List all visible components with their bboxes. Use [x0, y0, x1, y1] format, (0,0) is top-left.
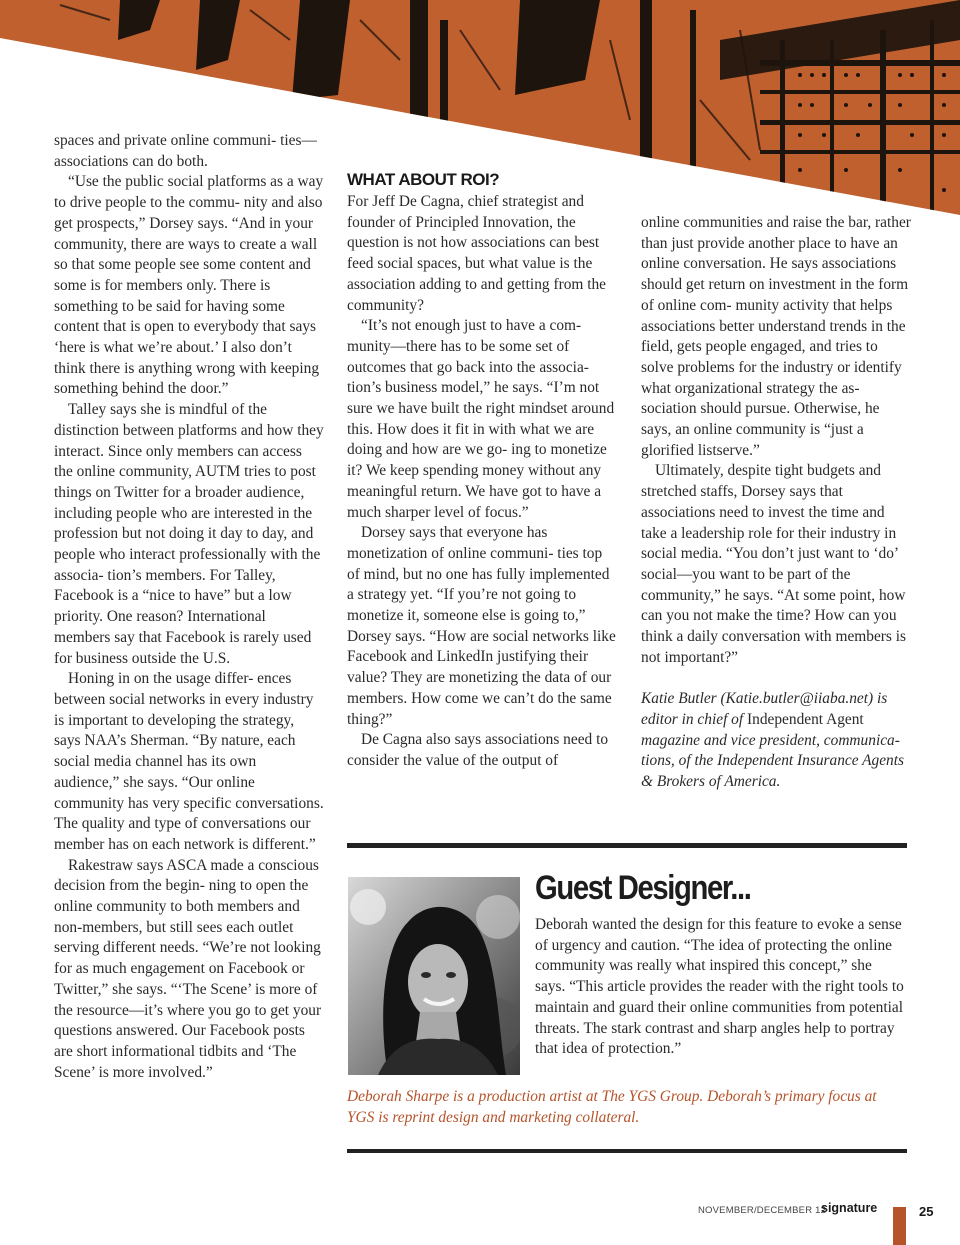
- guest-designer-body: Deborah wanted the design for this feature to evoke a sense of urgency and caution. “The idea of protecting the online community was really what inspired this concept,” she says. “This article provides the reader with the right tools to maintain and guard their online communities from potential threats. The stark contrast and sharp angles help to portray that idea of protection.”: [535, 916, 904, 1058]
- article-column-3: [641, 213, 911, 793]
- article-column-2: [347, 169, 617, 772]
- guest-designer-caption: Deborah Sharpe is a production artist at The YGS Group. Deborah’s primary focus at YGS is reprint design and marketing collateral.: [347, 1088, 877, 1126]
- paragraph: Dorsey says that everyone has monetization of online communi- ties top of mind, but no one has fully implemented a strategy yet. “If you’re not going to monetize it, someone else is going to,” Dorsey says. “How are social networks like Facebook and LinkedIn justifying their value? They are monetizing the data of our members. How come we can’t do the same thing?”: [347, 524, 616, 728]
- footer-issue-date: NOVEMBER/DECEMBER 12: [698, 1205, 827, 1216]
- footer-brand-logo: signature: [821, 1201, 878, 1215]
- page-number: 25: [919, 1204, 934, 1219]
- author-bio: [641, 689, 911, 793]
- guest-designer-top-rule: [347, 843, 907, 848]
- author-bio-rest: magazine and vice president, communica- tions, of the Independent Insurance Agents & Brokers of America.: [641, 731, 905, 790]
- paragraph: De Cagna also says associations need to consider the value of the output of: [347, 731, 609, 769]
- guest-designer-bottom-rule: [347, 1149, 907, 1153]
- footer-accent-bar: [893, 1207, 906, 1245]
- designer-photo: [348, 877, 520, 1075]
- paragraph: “It’s not enough just to have a com- munity—there has to be some set of outcomes that go back into the associa- tion’s business model,” he says. “I’m not sure we have built the right mindset around this. How does it fit in with what we are doing and how are we go- ing to monetize it? We keep spending money without any meaningful return. We have got to have a much sharper level of focus.”: [347, 317, 615, 521]
- paragraph: “Use the public social platforms as a way to drive people to the commu- nity and also get prospects,” Dorsey says. “And in your community, there are ways to create a wall so that some people see some content and some is for members only. There is something to be said for having some content that is open to everybody that says ‘here is what we’re about.’ I also don’t think there is anything wrong with keeping something behind the door.”: [54, 173, 324, 398]
- author-bio-intro: Katie Butler (Katie.butler@iiaba.net) is editor in chief of: [641, 690, 888, 728]
- section-heading-roi: WHAT ABOUT ROI?: [347, 170, 500, 189]
- paragraph: Ultimately, despite tight budgets and stretched staffs, Dorsey says that associations need to invest the time and take a leadership role for their industry in social media. “You don’t just want to ‘do’ social—you want to be part of the community,” he says. “At some point, how can you not make the time? How can you think a daily conversation with members is not important?”: [641, 462, 907, 666]
- article-column-1: [54, 131, 324, 1083]
- paragraph: Rakestraw says ASCA made a conscious decision from the begin- ning to open the online community to both members and non-members, but still sees each outlet serving different needs. “We’re not looking for as much engagement on Facebook or Twitter,” she says. “‘The Scene’ is more of the resource—it’s where you go to get your questions answered. Our Facebook posts are short informational tidbits and ‘The Scene’ is more involved.”: [54, 856, 322, 1081]
- paragraph: spaces and private online communi- ties—associations can do both.: [54, 132, 317, 170]
- guest-designer-title: Guest Designer...: [535, 869, 751, 907]
- paragraph: Talley says she is mindful of the distinction between platforms and how they interact. Since only members can access the online community, AUTM tries to post things on Twitter for a broader audience, including people who are interested in the profession but not doing it day to day, and people who interact professionally with the associa- tion’s members. For Talley, Facebook is a “nice to have” but a low priority. One reason? International members say that Facebook is rarely used for business outside the U.S.: [54, 401, 324, 667]
- paragraph: Honing in on the usage differ- ences between social networks in every industry is important to developing the strategy, says NAA’s Sherman. “By nature, each social media channel has its own audience,” she says. “Our online community has very specific conversations. The quality and type of conversations our member has on each network is different.”: [54, 670, 324, 853]
- paragraph: online communities and raise the bar, rather than just provide another place to have an online conversation. He says associations should get return on investment in the form of online com- munity activity that helps associations better understand trends in the field, gets people engaged, and tries to solve problems for the industry or identify what organizational strategy the as- sociation should pursue. Otherwise, he says, an online community is “just a glorified listserve.”: [641, 214, 911, 459]
- paragraph: For Jeff De Cagna, chief strategist and founder of Principled Innovation, the question is not how associations can best feed social spaces, but what value is the association adding to and getting from the community?: [347, 193, 607, 314]
- magazine-name: Independent Agent: [747, 710, 864, 728]
